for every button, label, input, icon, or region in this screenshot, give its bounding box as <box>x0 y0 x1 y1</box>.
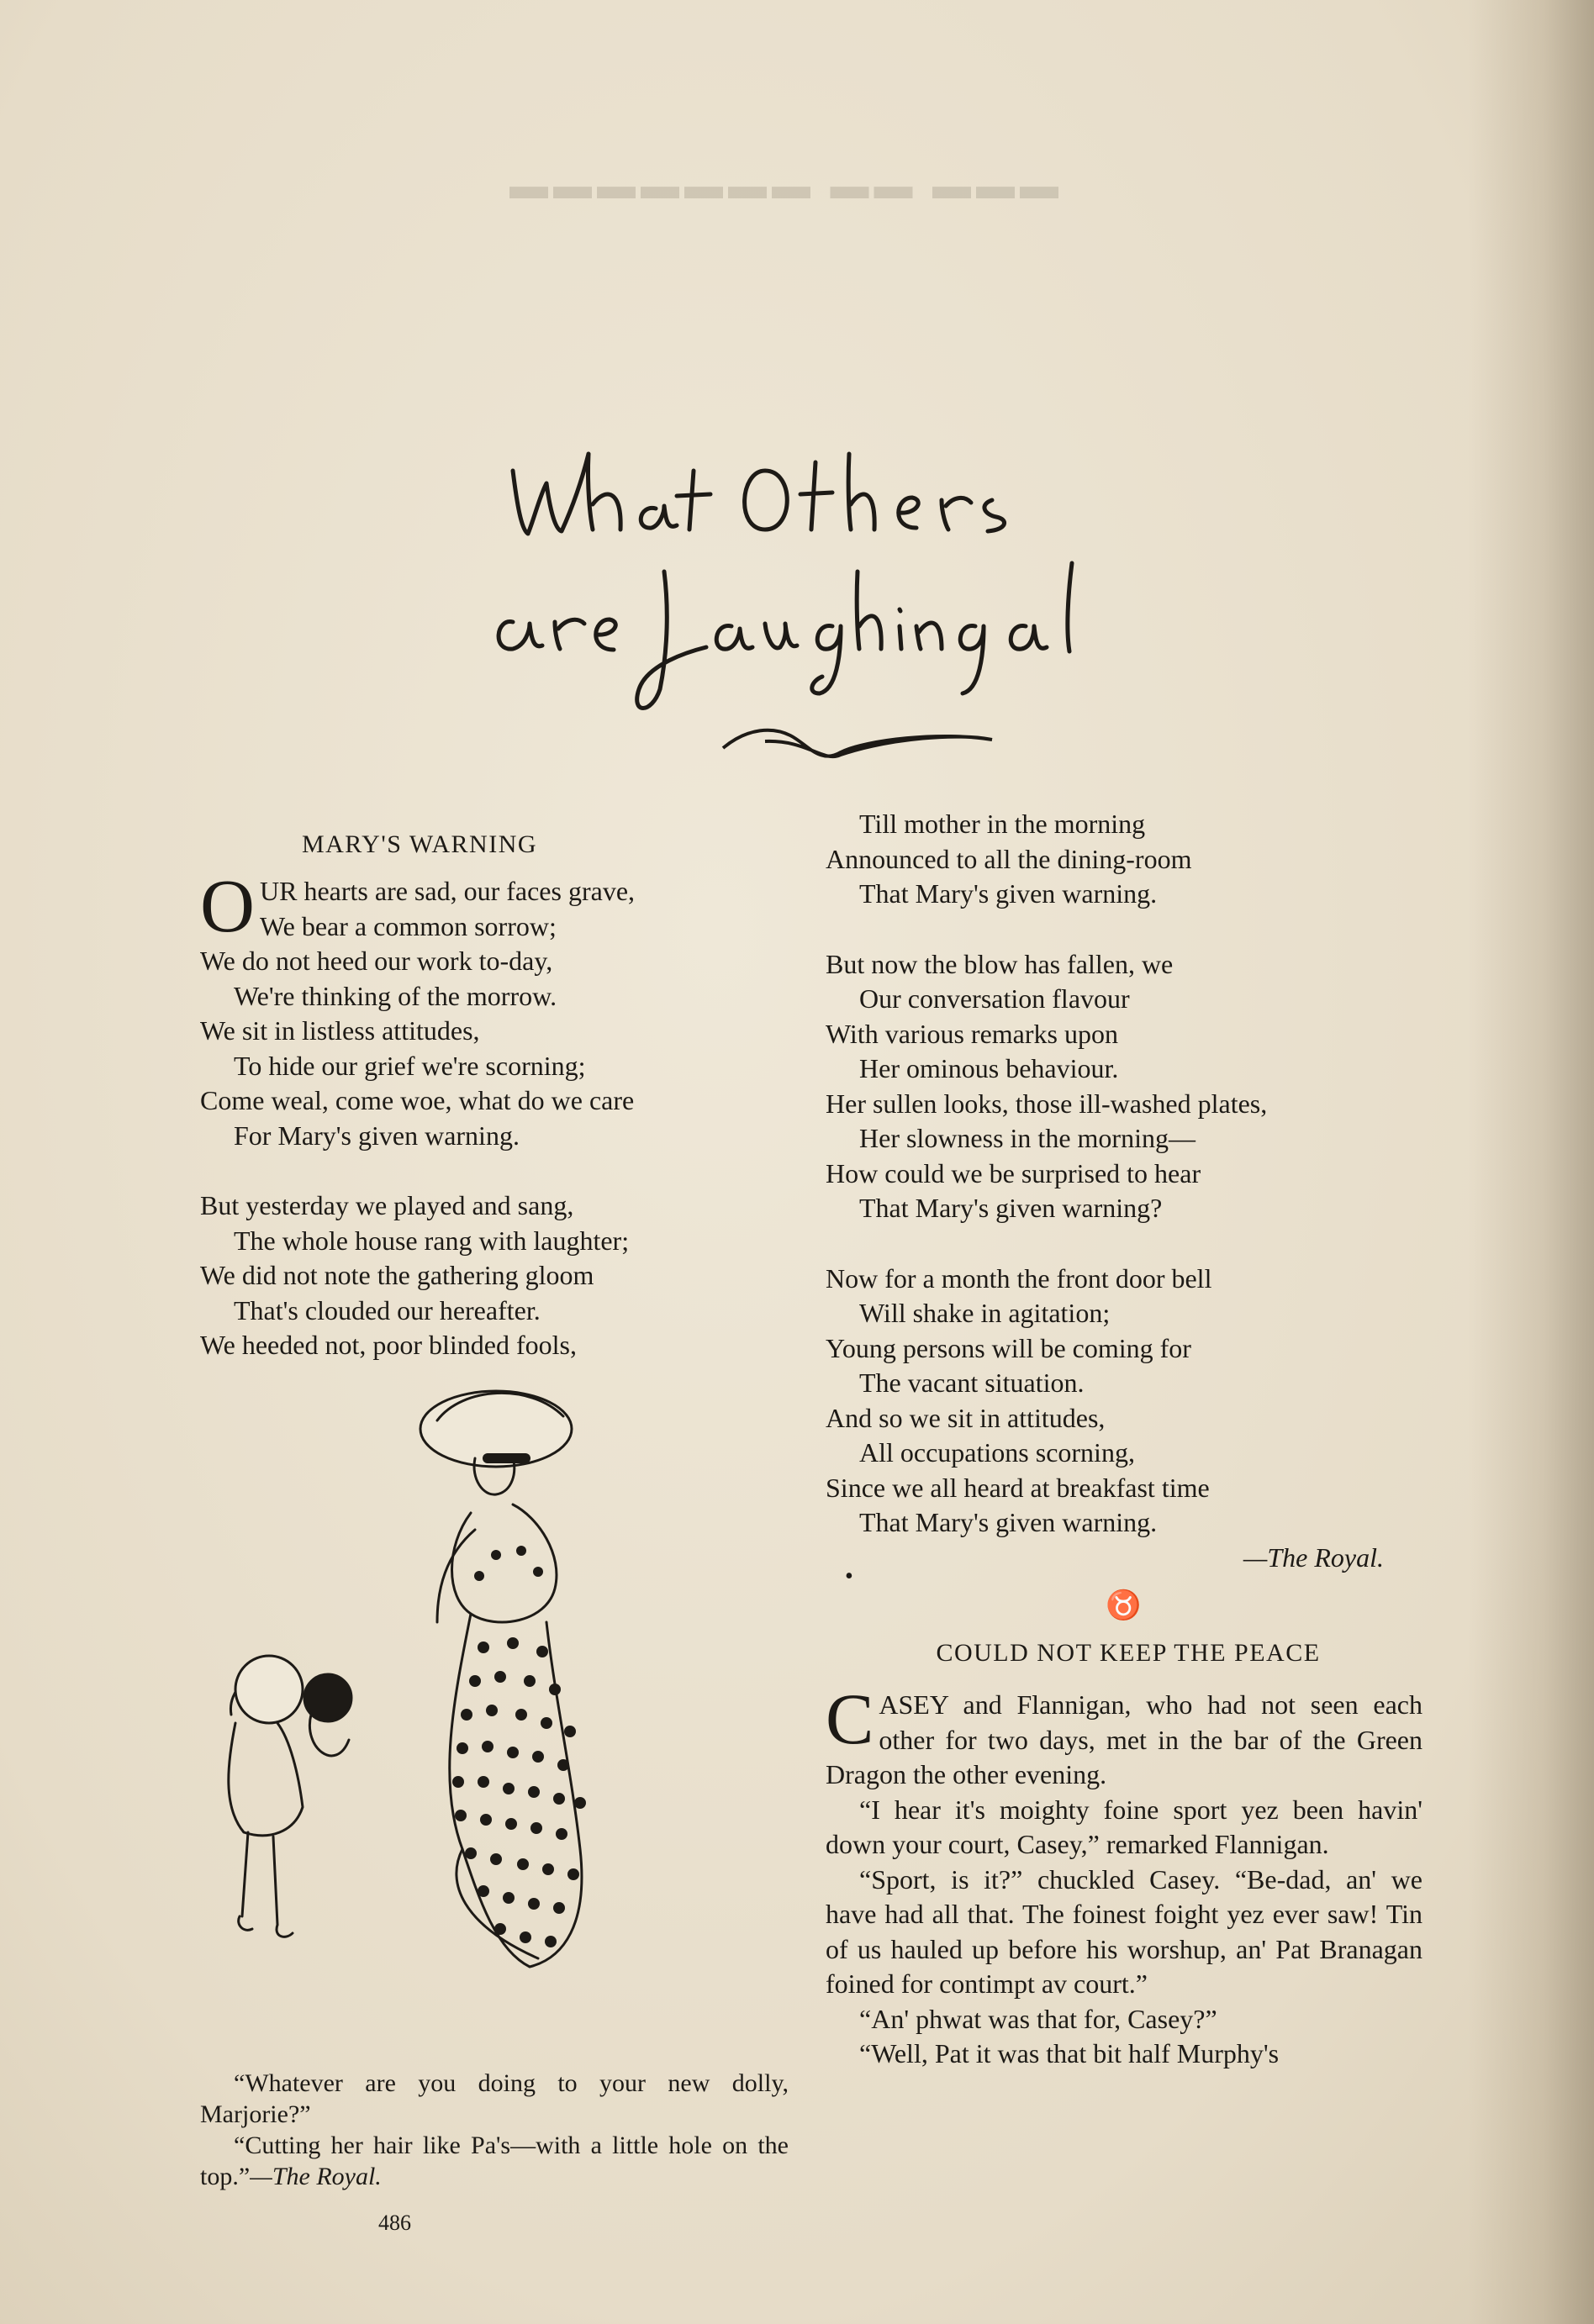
story-paragraphs <box>826 1793 1422 2072</box>
poem-line: The whole house rang with laughter; <box>234 1225 630 1256</box>
poem-line: That Mary's given warning? <box>859 1193 1163 1223</box>
poem-line: We're thinking of the morrow. <box>234 980 557 1011</box>
poem-line: But yesterday we played and sang, <box>200 1190 574 1220</box>
story-drop-cap: C <box>826 1678 874 1759</box>
story-title: COULD NOT KEEP THE PEACE <box>936 1639 1321 1667</box>
poem-line: Our conversation flavour <box>859 983 1130 1014</box>
page-spine-shadow <box>1468 0 1594 2324</box>
poem-line: All occupations scorning, <box>859 1437 1135 1468</box>
poem-line: Till mother in the morning <box>859 809 1146 839</box>
caption-line-1: “Whatever are you doing to your new dolly, Marjorie?” <box>200 2069 789 2128</box>
poem-lines-left <box>200 909 805 1363</box>
poem-line: To hide our grief we're scorning; <box>234 1050 586 1081</box>
ornament-icon: ♉ <box>1106 1590 1142 1621</box>
poem-line: Now for a month the front door bell <box>826 1262 1212 1294</box>
poem-line: Her slowness in the morning— <box>859 1123 1196 1153</box>
story-paragraph: “I hear it's moighty foine sport yez been havin' down your court, Casey,” remarked Flannigan. <box>826 1794 1422 1859</box>
poem-line: The vacant situation. <box>859 1368 1085 1398</box>
story-body <box>826 1678 1422 2072</box>
poem-line: That's clouded our hereafter. <box>234 1294 541 1325</box>
poem-line: We sit in listless attitudes, <box>200 1015 480 1046</box>
poem-line: For Mary's given warning. <box>234 1120 520 1151</box>
poem-line: Will shake in agitation; <box>859 1298 1111 1328</box>
poem-line: But now the blow has fallen, we <box>826 948 1174 979</box>
story-first-paragraph: CASEY and Flannigan, who had not seen each other for two days, met in the bar of the Green Dragon the other evening. <box>826 1678 1422 1789</box>
stanza-gap <box>826 1226 1431 1262</box>
story-paragraph: “An' phwat was that for, Casey?” <box>859 2003 1217 2034</box>
caption-line-2: “Cutting her hair like Pa's—with a little hole on the top.”—The Royal. <box>200 2132 789 2190</box>
poem-line: With various remarks upon <box>826 1018 1118 1049</box>
poem-line: Come weal, come woe, what do we care <box>200 1085 635 1115</box>
stray-dot: • <box>845 1563 853 1589</box>
stanza-gap <box>826 912 1431 947</box>
poem-title: MARY'S WARNING <box>301 830 538 858</box>
poem-left-column <box>200 865 805 1363</box>
poem-line: Announced to all the dining-room <box>826 843 1192 874</box>
poem-line: And so we sit in attitudes, <box>826 1402 1106 1433</box>
poem-line: We do not heed our work to-day, <box>200 946 553 976</box>
bleed-through-header: ▬▬▬ ▬▬ ▬▬▬▬▬▬▬ <box>504 164 1058 207</box>
page-number: 486 <box>378 2211 411 2235</box>
poem-line: We bear a common sorrow; <box>260 910 557 941</box>
poem-right-column <box>826 807 1431 1575</box>
poem-line: How could we be surprised to hear <box>826 1157 1201 1188</box>
story-paragraph: “Sport, is it?” chuckled Casey. “Be-dad, an' we have had all that. The foinest foight yez ever saw! Tin of us hauled up before his worshup, an' Pat Branagan foined for contimpt av court.” <box>826 1863 1422 1999</box>
poem-line: Young persons will be coming for <box>826 1332 1191 1363</box>
poem-line: Her ominous behaviour. <box>859 1053 1119 1083</box>
poem-line: We did not note the gathering gloom <box>200 1260 594 1290</box>
poem-line: That Mary's given warning. <box>859 1507 1158 1537</box>
poem-lines-right <box>826 807 1431 1541</box>
illustration-mother-and-girl <box>193 1378 731 2076</box>
stanza-gap <box>200 1153 805 1188</box>
caption-attribution: —The Royal. <box>250 2163 382 2190</box>
poem-first-line: OUR hearts are sad, our faces grave, <box>200 865 636 948</box>
poem-line: Since we all heard at breakfast time <box>826 1472 1210 1503</box>
poem-line: We heeded not, poor blinded fools, <box>200 1330 577 1360</box>
story-paragraph: “Well, Pat it was that bit half Murphy's <box>859 2038 1280 2068</box>
handwritten-title <box>488 437 1093 773</box>
poem-line: That Mary's given warning. <box>859 878 1158 909</box>
poem-line: Her sullen looks, those ill-washed plates, <box>826 1088 1268 1119</box>
poem-attribution: —The Royal. <box>1243 1541 1384 1573</box>
illustration-caption <box>200 2068 789 2192</box>
drop-cap: O <box>200 865 255 948</box>
